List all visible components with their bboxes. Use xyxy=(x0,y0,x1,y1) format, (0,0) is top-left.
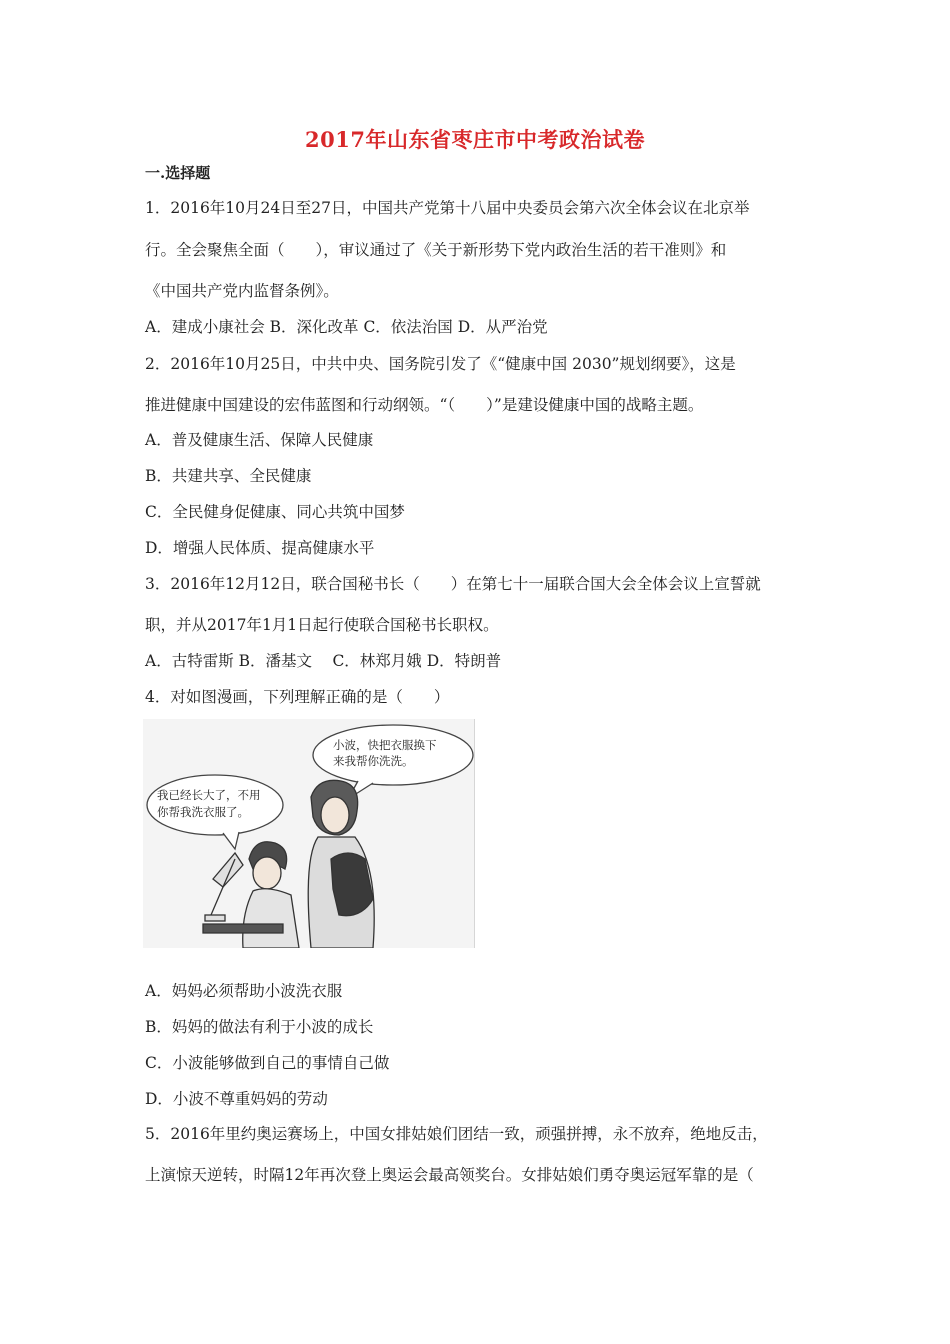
question-1-line-3: 《中国共产党内监督条例》。 xyxy=(145,282,339,300)
question-1-line-1: 1．2016年10月24日至27日，中国共产党第十八届中央委员会第六次全体会议在北京举 xyxy=(145,199,750,217)
section-heading: 一.选择题 xyxy=(145,164,211,182)
question-2-option-c: C．全民健身促健康、同心共筑中国梦 xyxy=(145,503,405,521)
question-1-options: A．建成小康社会 B．深化改革 C．依法治国 D．从严治党 xyxy=(145,318,548,336)
mom-speech-line-2: 来我帮你洗洗。 xyxy=(333,754,414,768)
question-5-line-2: 上演惊天逆转，时隔12年再次登上奥运会最高领奖台。女排姑娘们勇夺奥运冠军靠的是（ xyxy=(145,1166,754,1184)
mom-figure xyxy=(308,780,374,948)
question-2-option-b: B．共建共享、全民健康 xyxy=(145,467,312,485)
question-4-option-c: C．小波能够做到自己的事情自己做 xyxy=(145,1054,390,1072)
boy-figure xyxy=(203,842,299,948)
question-2-line-2: 推进健康中国建设的宏伟蓝图和行动纲领。“（ ）”是建设健康中国的战略主题。 xyxy=(145,396,704,414)
question-3-line-1: 3．2016年12月12日，联合国秘书长（ ）在第七十一届联合国大会全体会议上宣誓就 xyxy=(145,575,761,593)
question-2-option-d: D．增强人民体质、提高健康水平 xyxy=(145,539,375,557)
page-title: 2017年山东省枣庄市中考政治试卷 xyxy=(305,127,645,152)
question-4-option-d: D．小波不尊重妈妈的劳动 xyxy=(145,1090,328,1108)
question-2-option-a: A．普及健康生活、保障人民健康 xyxy=(145,431,374,449)
question-3-line-2: 职，并从2017年1月1日起行使联合国秘书长职权。 xyxy=(145,616,499,634)
boy-speech-line-2: 你帮我洗衣服了。 xyxy=(157,805,249,819)
mom-speech-line-1: 小波，快把衣服换下 xyxy=(333,738,437,752)
desk-lamp xyxy=(205,853,243,921)
question-3-options: A．古特雷斯 B．潘基文 C．林郑月娥 D．特朗普 xyxy=(145,652,502,670)
boy-speech-line-1: 我已经长大了，不用 xyxy=(157,788,261,802)
question-4-option-a: A．妈妈必须帮助小波洗衣服 xyxy=(145,982,343,1000)
question-2-line-1: 2．2016年10月25日，中共中央、国务院引发了《“健康中国 2030”规划纲要》，这是 xyxy=(145,355,736,373)
cartoon-image xyxy=(143,719,475,948)
question-5-line-1: 5．2016年里约奥运赛场上，中国女排姑娘们团结一致，顽强拼搏，永不放弃，绝地反击， xyxy=(145,1125,768,1143)
question-1-line-2: 行。全会聚焦全面（ ），审议通过了《关于新形势下党内政治生活的若干准则》和 xyxy=(145,241,727,259)
question-4-option-b: B．妈妈的做法有利于小波的成长 xyxy=(145,1018,374,1036)
question-4-stem: 4．对如图漫画，下列理解正确的是（ ） xyxy=(145,688,450,706)
